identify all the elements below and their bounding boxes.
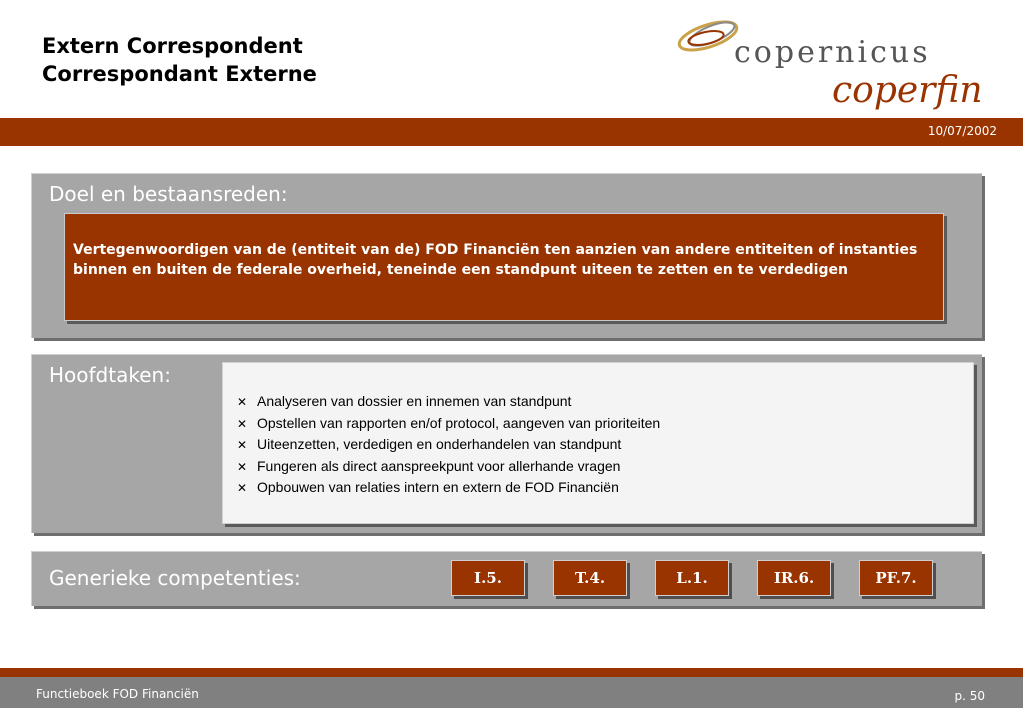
swirl-icon	[676, 16, 740, 55]
competency-chip-ir6[interactable]: IR.6.	[757, 560, 831, 596]
list-item	[237, 434, 660, 456]
task-text: Opstellen van rapporten en/of protocol, aangeven van prioriteiten	[257, 414, 661, 431]
list-item	[237, 477, 660, 499]
list-item	[237, 456, 660, 478]
purpose-label: Doel en bestaansreden:	[49, 182, 288, 206]
purpose-text: Vertegenwoordigen van de (entiteit van de) FOD Financiën ten aanzien van andere entiteiten of instanties binnen en buiten de federale overheid, teneinde een standpunt uiteen te zetten en te verdedigen	[73, 242, 918, 278]
task-text: Analyseren van dossier en innemen van standpunt	[257, 393, 572, 409]
header-bar	[0, 118, 1023, 146]
footer-title: Functieboek FOD Financiën	[36, 687, 199, 701]
tasks-label: Hoofdtaken:	[49, 363, 171, 387]
footer-stripe	[0, 668, 1023, 677]
logo-text-copernicus: copernicus	[734, 35, 931, 70]
cross-bullet-icon: ✕	[237, 395, 248, 409]
list-item	[237, 413, 660, 435]
competency-chip-pf7[interactable]: PF.7.	[859, 560, 933, 596]
date-label: 10/07/2002	[927, 124, 997, 138]
tasks-list-box	[222, 362, 974, 524]
task-text: Fungeren als direct aanspreekpunt voor allerhande vragen	[257, 457, 621, 474]
cross-bullet-icon: ✕	[237, 459, 248, 474]
competency-chip-l1[interactable]: L.1.	[655, 560, 729, 596]
task-text: Opbouwen van relaties intern en extern de FOD Financiën	[257, 479, 619, 495]
cross-bullet-icon: ✕	[237, 481, 248, 495]
purpose-text-box	[64, 213, 944, 321]
copernicus-coperfin-logo	[672, 10, 992, 118]
title-line-1: Extern Correspondent	[42, 34, 303, 58]
logo-text-coperfin: coperfin	[832, 70, 983, 111]
competency-chip-t4[interactable]: T.4.	[553, 560, 627, 596]
cross-bullet-icon: ✕	[237, 438, 248, 452]
task-text: Uiteenzetten, verdedigen en onderhandelen van standpunt	[257, 436, 622, 452]
footer-bar	[0, 677, 1023, 708]
cross-bullet-icon: ✕	[237, 416, 248, 431]
tasks-list	[237, 391, 660, 499]
competencies-label: Generieke competenties:	[49, 566, 301, 590]
page-number: p. 50	[954, 689, 985, 703]
page-title	[42, 32, 317, 88]
competency-chip-i5[interactable]: I.5.	[451, 560, 525, 596]
title-line-2: Correspondant Externe	[42, 62, 317, 86]
list-item	[237, 391, 660, 413]
